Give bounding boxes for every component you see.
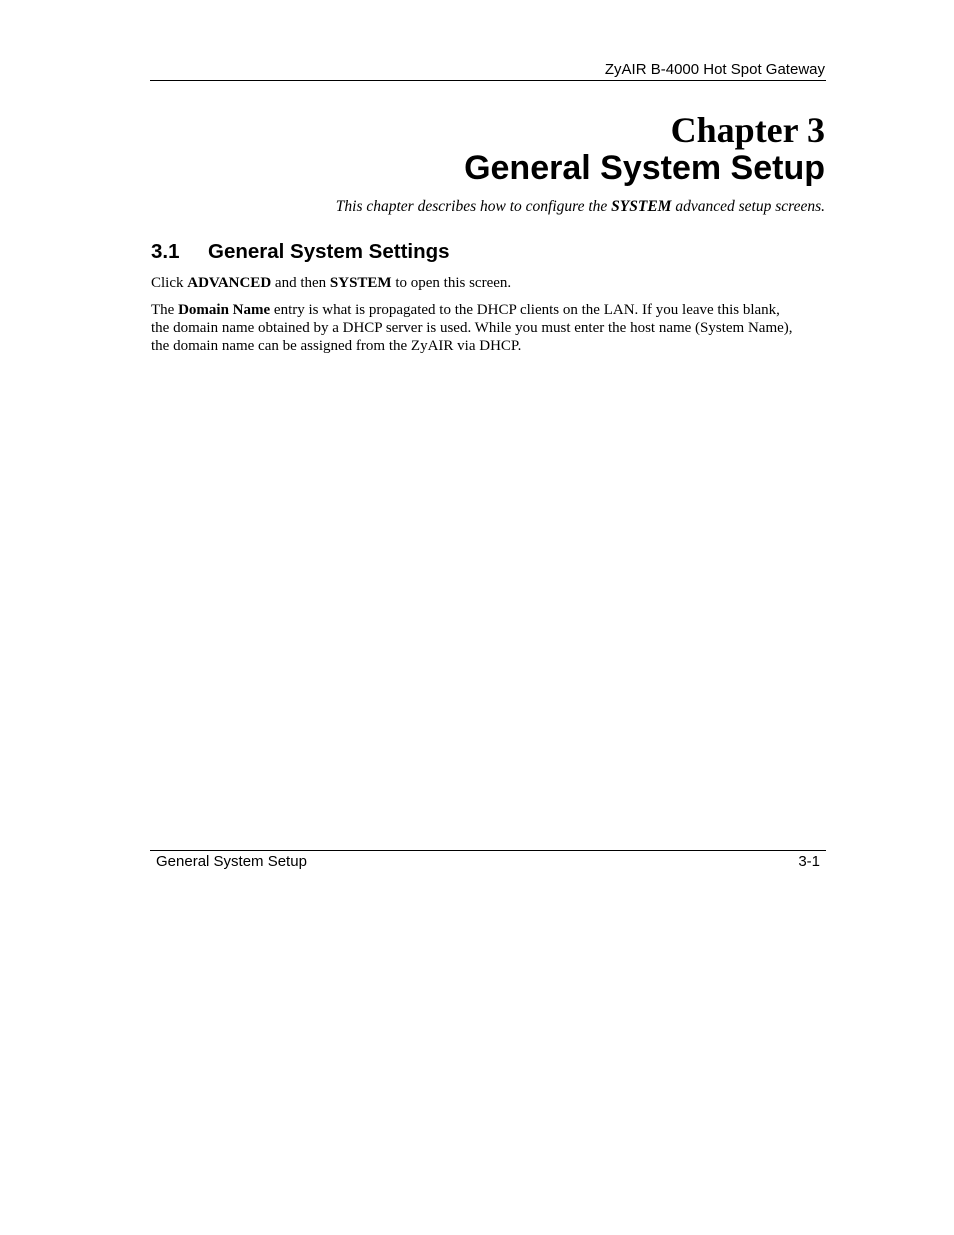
- running-header: ZyAIR B-4000 Hot Spot Gateway: [604, 61, 825, 78]
- paragraph-text: the domain name can be assigned from the ZyAIR via DHCP.: [151, 338, 522, 354]
- paragraph-open-screen: [151, 274, 827, 292]
- paragraph-text: the domain name obtained by a DHCP server is used. While you must enter the host name (System Name),: [151, 320, 793, 336]
- paragraph-text: The: [151, 302, 179, 318]
- section-heading: [151, 240, 450, 264]
- chapter-title: General System Setup: [464, 149, 825, 187]
- header-divider: [150, 80, 826, 81]
- intro-text-after: advanced setup screens.: [671, 198, 825, 215]
- paragraph-text: and then: [271, 275, 330, 291]
- chapter-intro: [336, 198, 825, 216]
- intro-text-bold: SYSTEM: [611, 198, 672, 215]
- intro-text-before: This chapter describes how to configure the: [335, 198, 612, 215]
- system-term: SYSTEM: [329, 275, 392, 291]
- page-number: 3-1: [798, 853, 820, 870]
- advanced-term: ADVANCED: [187, 275, 272, 291]
- paragraph-text: to open this screen.: [391, 275, 512, 291]
- domain-name-term: Domain Name: [178, 302, 271, 318]
- section-title: General System Settings: [208, 240, 450, 263]
- paragraph-text: entry is what is propagated to the DHCP clients on the LAN. If you leave this blank,: [270, 302, 780, 318]
- paragraph-domain-name: [151, 301, 827, 355]
- footer-chapter-name: General System Setup: [156, 853, 307, 870]
- chapter-label: Chapter 3: [670, 110, 825, 150]
- footer-divider: [150, 850, 826, 851]
- section-number: 3.1: [151, 240, 180, 263]
- paragraph-text: Click: [151, 275, 188, 291]
